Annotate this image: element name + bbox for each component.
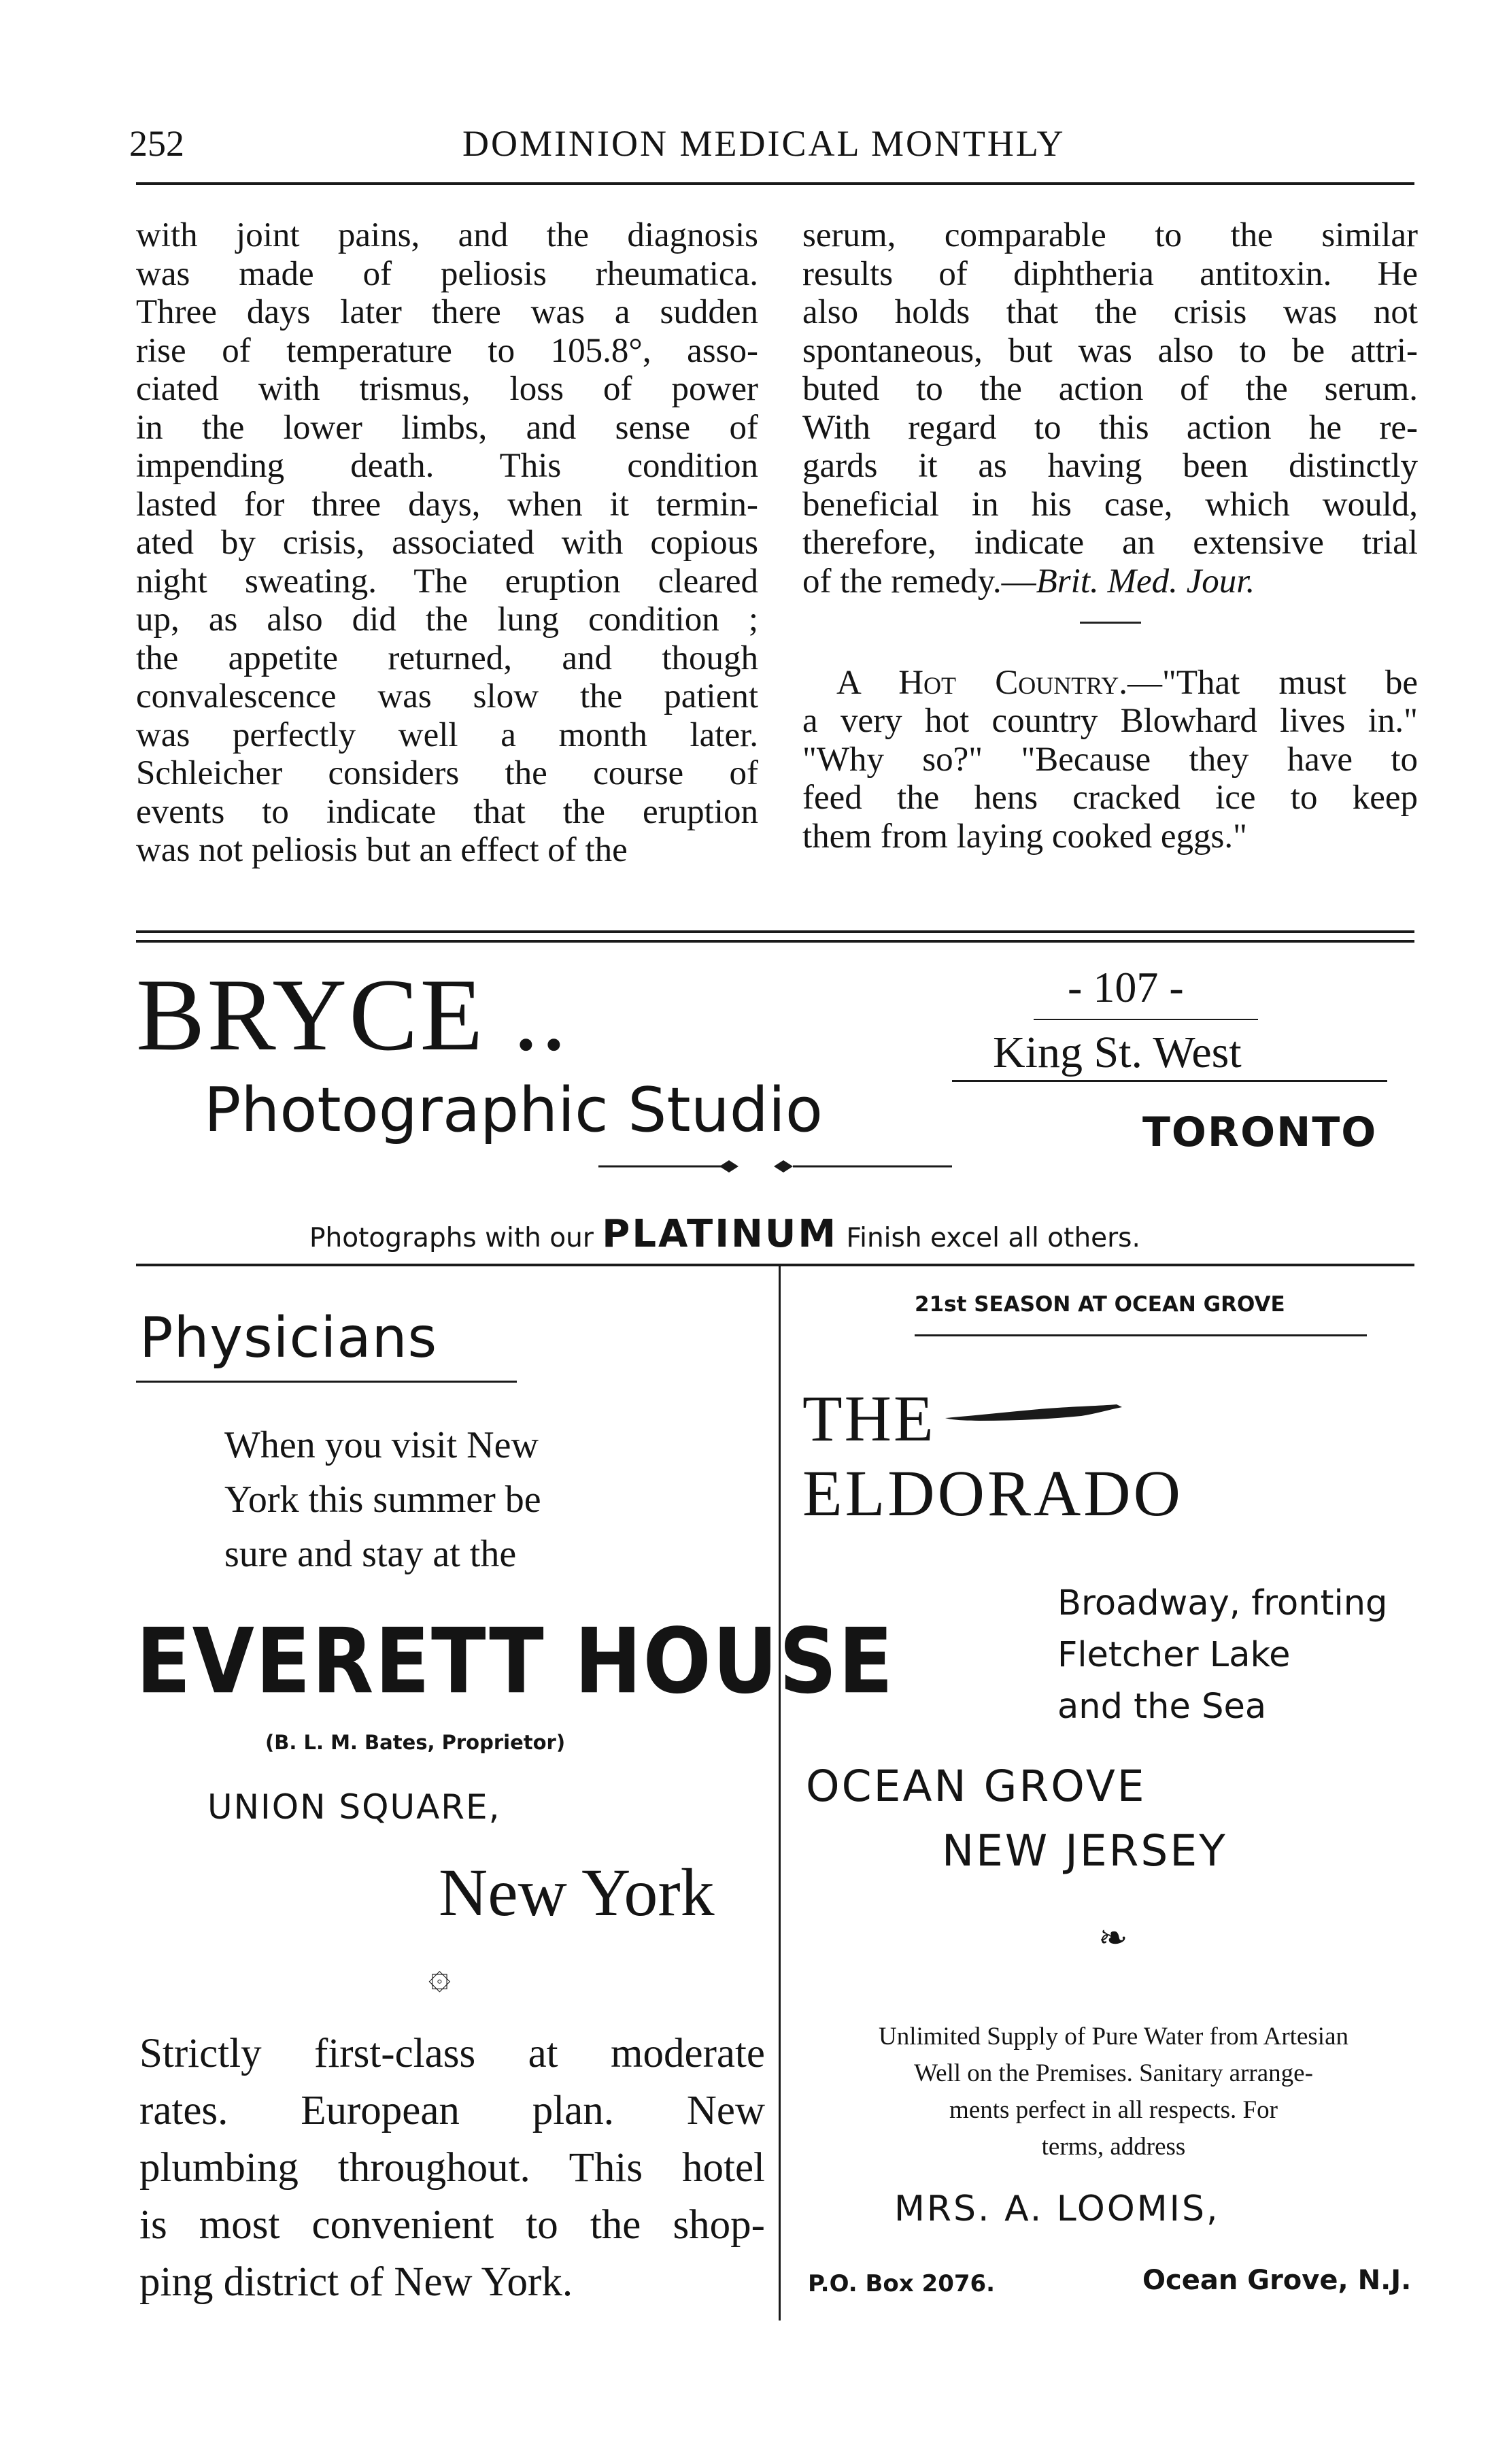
tagline-before: Photographs with our (309, 1223, 594, 1253)
article-line: night sweating. The eruption cleared (136, 562, 758, 601)
running-title: DOMINION MEDICAL MONTHLY (462, 123, 1066, 164)
anecdote-line: them from laying cooked eggs." (802, 817, 1247, 856)
intro-line: sure and stay at the (224, 1533, 517, 1575)
new-york: New York (439, 1855, 715, 1930)
intro-line: York this summer be (224, 1479, 541, 1521)
article-line: results of diphtheria antitoxin. He (802, 254, 1418, 293)
article-line: also holds that the crisis was not (802, 293, 1418, 331)
article-right-column (802, 216, 1418, 856)
bryce-bottom-rule (136, 1264, 1414, 1266)
anecdote-text: —"That must be (1127, 663, 1418, 702)
the-label: THE (802, 1382, 936, 1455)
ocean-grove: OCEAN GROVE (806, 1761, 1147, 1811)
article-line: in the lower limbs, and sense of (136, 408, 758, 447)
description-line: is most convenient to the shop- (139, 2202, 765, 2248)
description-line: Strictly first-class at moderate (139, 2031, 765, 2076)
address-rule (1034, 1019, 1258, 1020)
everett-description (139, 2025, 765, 2311)
article-line: ciated with trismus, loss of power (136, 370, 758, 408)
article-line: impending death. This condition (136, 447, 758, 485)
article-line: beneficial in his case, which would, (802, 485, 1418, 524)
city-toronto: TORONTO (1142, 1109, 1378, 1156)
article-line: convalescence was slow the patient (136, 677, 758, 715)
proprietor: (B. L. M. Bates, Proprietor) (265, 1731, 566, 1754)
article-line: serum, comparable to the similar (802, 216, 1418, 254)
notice-line: Well on the Premises. Sanitary arrange- (914, 2059, 1313, 2087)
article-line: up, as also did the lung condition ; (136, 601, 758, 639)
anecdote-line: "Why so?" "Because they have to (802, 740, 1418, 779)
article-line: was perfectly well a month later. (136, 715, 758, 754)
page-number: 252 (129, 123, 184, 164)
article-line: gards it as having been distinctly (802, 447, 1418, 485)
fleuron-icon: ❧ (1098, 1919, 1128, 1958)
article-line: spontaneous, but was also to be attri- (802, 331, 1418, 370)
article-left-column (136, 216, 758, 870)
notice-line: ments perfect in all respects. For (949, 2096, 1278, 2124)
intro-line: When you visit New (224, 1424, 539, 1466)
street-rule (952, 1080, 1387, 1082)
street-name: King St. West (993, 1028, 1242, 1077)
double-rule-top (136, 930, 1414, 933)
contact-name: MRS. A. LOOMIS, (894, 2189, 1220, 2229)
article-line: the appetite returned, and though (136, 639, 758, 677)
article-line: therefore, indicate an extensive trial (802, 524, 1418, 562)
article-line: rise of temperature to 105.8°, asso- (136, 331, 758, 370)
description-line: rates. European plan. New (139, 2088, 765, 2133)
location-block (1057, 1578, 1387, 1733)
eldorado-name: ELDORADO (802, 1457, 1183, 1530)
tagline-after: Finish excel all others. (846, 1223, 1140, 1253)
water-supply-notice (799, 2019, 1428, 2165)
article-citation-line (802, 562, 1418, 601)
article-line: events to indicate that the eruption (136, 792, 758, 831)
article-line-text: of the remedy.— (802, 562, 1036, 601)
tagline-platinum: PLATINUM (602, 1212, 838, 1256)
header-rule (136, 182, 1414, 185)
article-line: was made of peliosis rheumatica. (136, 254, 758, 293)
anecdote-line: a very hot country Blowhard lives in." (802, 702, 1418, 740)
physicians-underline (136, 1381, 517, 1383)
article-line: lasted for three days, when it termin- (136, 485, 758, 524)
article-line: buted to the action of the serum. (802, 370, 1418, 408)
citation: Brit. Med. Jour. (1036, 562, 1255, 601)
ads-column-divider (779, 1266, 781, 2320)
notice-line: terms, address (1041, 2133, 1186, 2161)
article-line: Schleicher considers the course of (136, 754, 758, 792)
po-box: P.O. Box 2076. (808, 2270, 996, 2297)
address-number: - 107 - (1068, 963, 1184, 1011)
location-line: Fletcher Lake (1057, 1635, 1291, 1675)
anecdote-line: feed the hens cracked ice to keep (802, 779, 1418, 817)
union-square: UNION SQUARE, (207, 1787, 501, 1827)
postal-town: Ocean Grove, N.J. (1142, 2265, 1412, 2296)
physicians-heading: Physicians (139, 1306, 438, 1370)
platinum-tagline (309, 1212, 1140, 1256)
anecdote-heading: A Hot Country. (836, 663, 1127, 702)
visit-intro (224, 1418, 541, 1581)
everett-house-name: EVERETT HOUSE (136, 1608, 895, 1714)
article-line: With regard to this action he re- (802, 408, 1418, 447)
new-jersey: NEW JERSEY (942, 1826, 1227, 1876)
article-line: with joint pains, and the diagnosis (136, 216, 758, 254)
anecdote-first-line (802, 664, 1418, 703)
article-line: Three days later there was a sudden (136, 293, 758, 331)
description-line: ping district of New York. (139, 2259, 573, 2305)
location-line: Broadway, fronting (1057, 1583, 1388, 1623)
double-rule-bottom (136, 940, 1414, 943)
section-separator (802, 601, 1418, 639)
article-line: ated by crisis, associated with copious (136, 524, 758, 562)
swoosh-ornament (938, 1398, 1142, 1432)
notice-line: Unlimited Supply of Pure Water from Artesian (878, 2023, 1348, 2050)
season-banner: 21st SEASON AT OCEAN GROVE (915, 1292, 1285, 1317)
diamond-rule-ornament (598, 1156, 979, 1177)
season-underline (915, 1334, 1367, 1336)
bryce-name: BRYCE .. (136, 958, 569, 1072)
description-line: plumbing throughout. This hotel (139, 2145, 765, 2191)
studio-label: Photographic Studio (204, 1075, 823, 1146)
ornament-icon: ۞ (428, 1955, 451, 1997)
location-line: and the Sea (1057, 1687, 1267, 1727)
article-line: was not peliosis but an effect of the (136, 831, 628, 869)
